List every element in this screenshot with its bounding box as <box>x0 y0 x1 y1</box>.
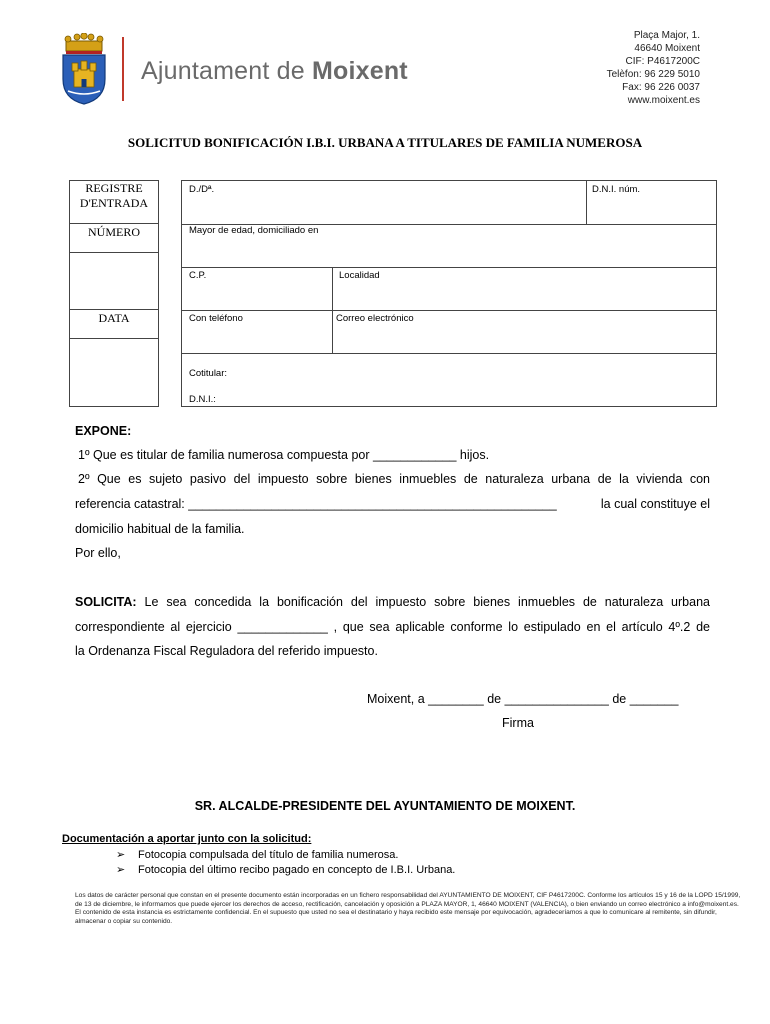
dni-num-field[interactable]: D.N.I. núm. <box>592 184 641 195</box>
arrow-bullet-icon: ➢ <box>116 864 126 876</box>
solicita-line-2: correspondiente al ejercicio _____________ , que sea aplicable conforme lo estipulado en el artículo 4º.2 de <box>75 620 710 634</box>
cp-field[interactable]: C.P. <box>189 270 207 281</box>
solicita-line-3: la Ordenanza Fiscal Reguladora del referido impuesto. <box>75 644 378 658</box>
documentation-item: ➢ Fotocopia del último recibo pagado en concepto de I.B.I. Urbana. <box>116 864 456 876</box>
expone-point-2-line-3: domicilio habitual de la familia. <box>75 522 245 536</box>
expone-point-1: 1º Que es titular de familia numerosa compuesta por ____________ hijos. <box>78 448 490 462</box>
firma-label: Firma <box>502 716 534 730</box>
address-block <box>607 29 700 107</box>
expone-heading: EXPONE: <box>75 424 132 438</box>
addressee: SR. ALCALDE-PRESIDENTE DEL AYUNTAMIENTO DE MOIXENT. <box>194 799 576 813</box>
divider <box>182 310 716 311</box>
website-line: www.moixent.es <box>627 95 700 106</box>
divider <box>70 252 158 253</box>
registry-box <box>69 180 159 407</box>
solicita-heading: SOLICITA: <box>75 595 137 609</box>
legal-notice <box>75 892 747 926</box>
dd-field[interactable]: D./Dª. <box>189 184 215 195</box>
cif-line: CIF: P4617200C <box>625 56 700 67</box>
divider <box>182 267 716 268</box>
cotitular-dni-field[interactable]: D.N.I.: <box>189 394 216 405</box>
organization-name <box>141 57 408 86</box>
date-line[interactable]: Moixent, a ________ de _______________ de _______ <box>367 692 679 706</box>
expone-point-2-line-1: 2º Que es sujeto pasivo del impuesto sobre bienes inmuebles de naturaleza urbana de la vivienda con <box>78 472 710 486</box>
divider <box>182 353 716 354</box>
catastral-continuation: la cual constituye el <box>600 497 710 511</box>
telefono-field[interactable]: Con teléfono <box>189 313 243 324</box>
correo-field[interactable]: Correo electrónico <box>336 313 414 324</box>
fax-line: Fax: 96 226 0037 <box>622 82 700 93</box>
documentation-heading: Documentación a aportar junto con la solicitud: <box>62 833 312 845</box>
arrow-bullet-icon: ➢ <box>116 849 126 861</box>
solicita-line-1 <box>75 594 710 610</box>
data-label: DATA <box>98 311 130 325</box>
confidentiality-notice: El contenido de esta instancia es estrictamente confidencial. En el supuesto que usted no sea el destinatario y haya recibido este mensaje por equivocación, agradeceríamos a que lo comunicare al remitente, sin difundir, almacenar o copiar su contenido. <box>75 909 717 925</box>
address-line: 46640 Moixent <box>634 43 700 54</box>
document-title: SOLICITUD BONIFICACIÓN I.B.I. URBANA A TITULARES DE FAMILIA NUMEROSA <box>127 135 643 150</box>
org-name: Moixent <box>311 57 408 85</box>
phone-line: Telèfon: 96 229 5010 <box>606 69 700 80</box>
localidad-field[interactable]: Localidad <box>339 270 380 281</box>
data-protection-notice: Los datos de carácter personal que constan en el presente documento están incorporadas en un fichero responsabilidad del AYUNTAMIENTO DE MOIXENT, CIF P4617200C. Conforme los artículos 15 y 16 de la LOPD 15/1999, de 13 de diciembre, le informamos que puede ejercer los derechos de acceso, rectificación, cancelación y oposición a PLAZA MAYOR, 1, 46640 MOIXENT (VALENCIA), o bien enviando un correo electrónico a info@moixent.es. <box>75 892 741 908</box>
municipal-crest-logo <box>60 33 108 105</box>
expone-point-2-line-2 <box>75 496 710 512</box>
domicilio-field[interactable]: Mayor de edad, domiciliado en <box>189 225 319 236</box>
divider <box>586 181 587 224</box>
numero-label: NÚMERO <box>87 225 140 239</box>
header-divider <box>122 37 124 101</box>
catastral-reference-field[interactable]: referencia catastral: _____________________________________________________ <box>75 497 557 511</box>
por-ello-text: Por ello, <box>75 546 121 560</box>
documentation-item: ➢ Fotocopia compulsada del título de familia numerosa. <box>116 849 399 861</box>
solicita-text: Le sea concedida la bonificación del impuesto sobre bienes inmuebles de naturaleza urbana <box>144 595 710 609</box>
registre-entrada-label: REGISTRE D'ENTRADA <box>79 181 149 210</box>
divider <box>70 223 158 224</box>
address-line: Plaça Major, 1. <box>633 30 700 41</box>
org-prefix: Ajuntament de <box>141 57 305 85</box>
divider <box>70 338 158 339</box>
cotitular-field[interactable]: Cotitular: <box>189 368 228 379</box>
applicant-form <box>181 180 717 407</box>
divider <box>70 309 158 310</box>
